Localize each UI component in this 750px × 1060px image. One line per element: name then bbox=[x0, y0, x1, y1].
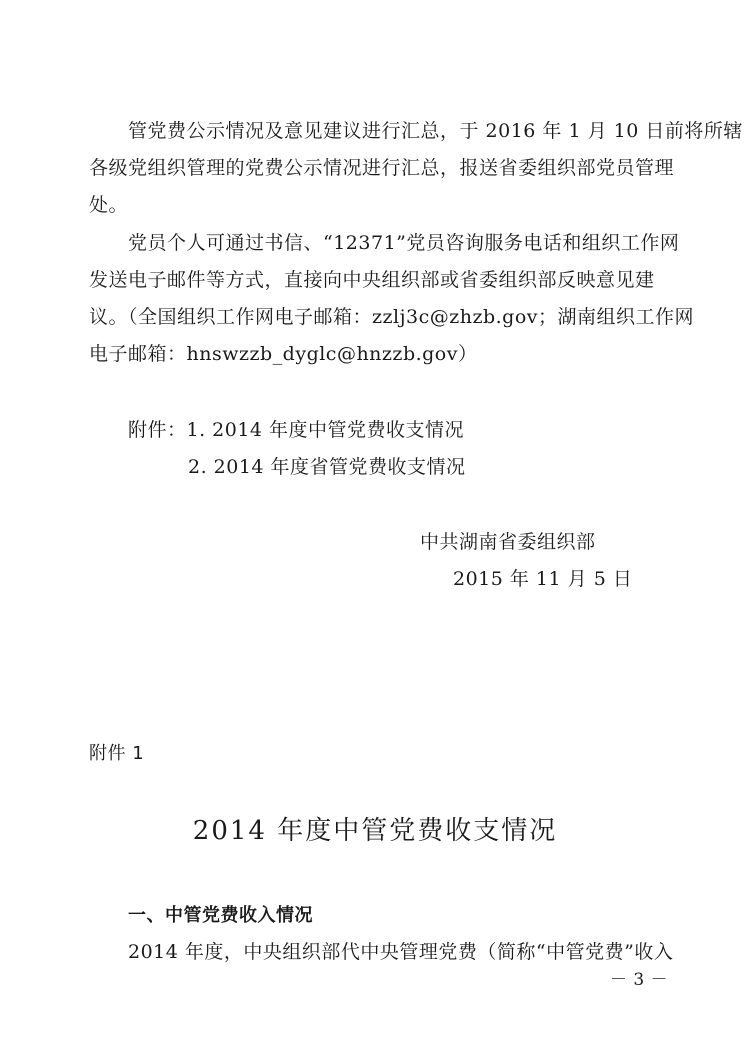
page-number: － 3 － bbox=[610, 970, 669, 990]
appendix-first-line: 2014 年度，中央组织部代中央管理党费（简称“中管党费”收入 bbox=[128, 941, 674, 963]
para1-line2: 各级党组织管理的党费公示情况进行汇总，报送省委组织部党员管理 bbox=[89, 157, 675, 179]
attachment-2: 2. 2014 年度省管党费收支情况 bbox=[188, 456, 466, 478]
para2-line2: 发送电子邮件等方式，直接向中央组织部或省委组织部反映意见建 bbox=[89, 269, 655, 291]
appendix-title: 2014 年度中管党费收支情况 bbox=[192, 816, 558, 846]
signature-date: 2015 年 11 月 5 日 bbox=[453, 568, 633, 590]
para2-line4: 电子邮箱：hnswzzb_dyglc@hnzzb.gov） bbox=[89, 343, 478, 365]
para2-line3: 议。（全国组织工作网电子邮箱：zzlj3c@zhzb.gov；湖南组织工作网 bbox=[89, 306, 695, 328]
para1-line1: 管党费公示情况及意见建议进行汇总，于 2016 年 1 月 10 日前将所辖 bbox=[128, 120, 743, 142]
attachments-label: 附件：1. 2014 年度中管党费收支情况 bbox=[128, 419, 465, 441]
para2-line1: 党员个人可通过书信、“12371”党员咨询服务电话和组织工作网 bbox=[128, 232, 680, 254]
para1-line3: 处。 bbox=[89, 194, 129, 216]
appendix-label: 附件 1 bbox=[89, 743, 145, 764]
section-heading: 一、中管党费收入情况 bbox=[128, 905, 313, 926]
signature-org: 中共湖南省委组织部 bbox=[420, 531, 596, 553]
